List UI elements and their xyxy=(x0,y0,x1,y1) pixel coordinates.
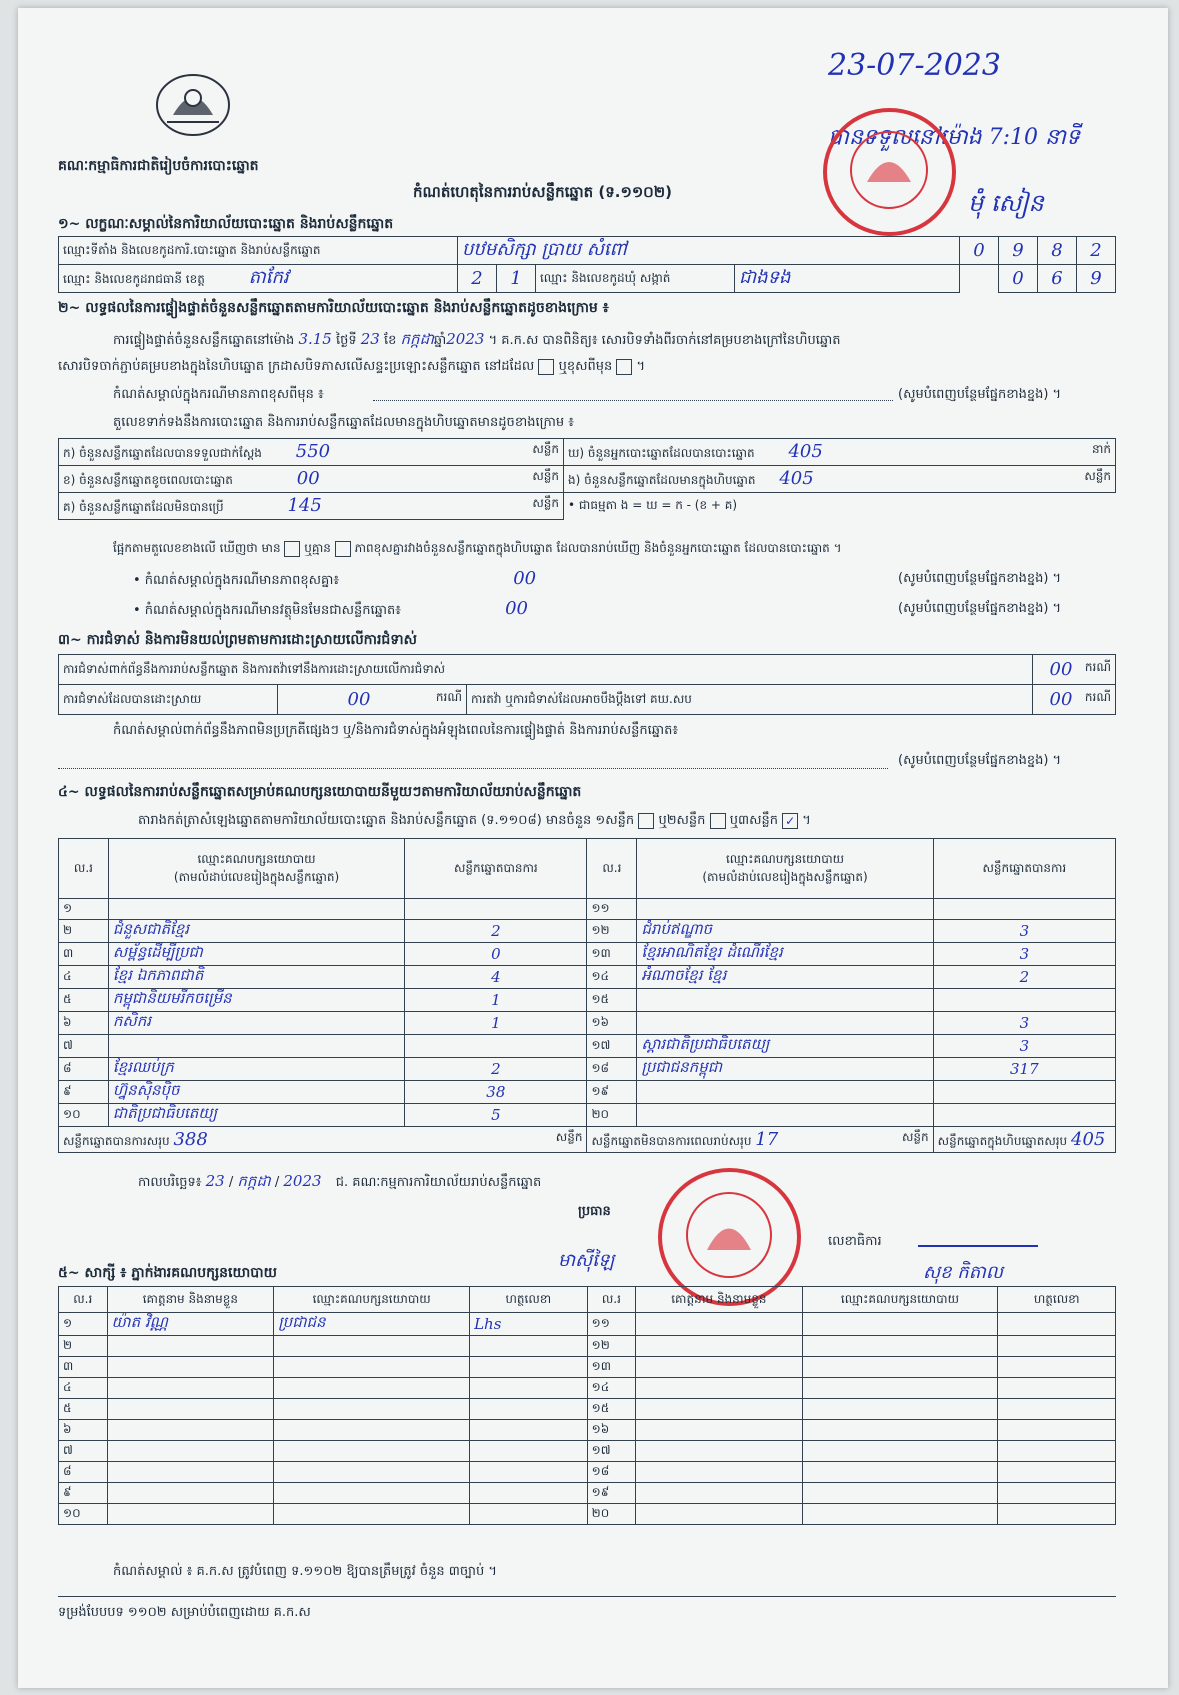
s3-note-line xyxy=(58,758,888,769)
s1-commune: ជាងទង xyxy=(739,267,791,288)
s2-time: 3.15 xyxy=(298,330,332,348)
r3-label: គ) ចំនួនសន្លឹកឆ្នោតដែលមិនបានប្រើ xyxy=(63,500,224,514)
s2-month: កក្កដា xyxy=(400,330,434,348)
s2-figures-table: ក) ចំនួនសន្លឹកឆ្នោតដែលបានទទួលជាក់ស្ដែង 550 សន្លឹក ឃ) ចំនួនអ្នកបោះឆ្នោតដែលបានបោះឆ្នោត 405 នាក់ ខ) ចំនួនសន្លឹកឆ្នោតខូចពេលបោះឆ្នោត 00 សន្លឹក ង) ចំនួនសន្លឹកឆ្នោតដែលមានក្នុងហិបឆ្នោត 405 សន្លឹក គ) ចំនួនសន្លឹកឆ្នោតដែលមិនបានប្រើ 145 សន្លឹក • ជាធម្មតា ង = ឃ = ក - (ខ + គ) xyxy=(58,438,1116,520)
party-votes: 3 xyxy=(933,943,1115,966)
s1-code-digit: 9 xyxy=(1012,240,1024,261)
r3-value: 145 xyxy=(287,495,322,516)
row-no: ១៦ xyxy=(587,1012,637,1035)
party-name xyxy=(108,1035,404,1058)
same-checkbox[interactable] xyxy=(538,359,554,375)
three-sheet-checkbox[interactable]: ✓ xyxy=(782,813,798,829)
witness-name: យ៉ាត វិណ្ណ xyxy=(107,1313,274,1336)
party-votes: 1 xyxy=(405,1012,587,1035)
total-box-label: សន្លឹកឆ្នោតក្នុងហិបឆ្នោតសរុប xyxy=(937,1133,1068,1148)
s1-province: តាកែវ xyxy=(248,267,289,288)
col-votes-left: សន្លឹកឆ្នោតបានការ xyxy=(405,839,587,899)
col-party-left: ឈ្មោះគណបក្សនយោបាយ (តាមលំដាប់លេខរៀងក្នុងសន្លឹកឆ្នោត) xyxy=(108,839,404,899)
s1-table xyxy=(58,236,1116,293)
s1-code-digit: 2 xyxy=(1090,240,1102,261)
party-name: កម្ពុជានិយមរីកចម្រើន xyxy=(108,989,404,1012)
s2-fill-hint-3: (សូមបំពេញបន្ថែមផ្នែកខាងខ្នង) ។ xyxy=(898,601,1062,616)
top-name: ម៉ុំ សៀន xyxy=(968,189,1044,217)
chair-label: ប្រធាន xyxy=(578,1204,611,1219)
party-name xyxy=(637,1012,933,1035)
col-party: ឈ្មោះគណបក្សនយោបាយ xyxy=(802,1287,998,1313)
s4-intro: តារាងកត់ត្រាសំឡេងឆ្នោតតាមការិយាល័យបោះឆ្នោត និងរាប់សន្លឹកឆ្នោត (ទ.១១០៨) មានចំនួន ១សន្លឹក ឬ២សន្លឹក ឬ៣សន្លឹក ✓ ។ xyxy=(138,813,811,828)
party-name: ជាតិប្រជាធិបតេយ្យ xyxy=(108,1104,404,1127)
different-checkbox[interactable] xyxy=(616,359,632,375)
s2-day: 23 xyxy=(360,330,380,348)
party-name: សម្ព័ន្ធដើម្បីប្រជា xyxy=(108,943,404,966)
s1-code-digit: 0 xyxy=(973,240,985,261)
s4-heading: ៤~ លទ្ធផលនៃការរាប់សន្លឹកឆ្នោតសម្រាប់គណបក្សនយោបាយនីមួយៗតាមការិយាល័យរាប់សន្លឹកឆ្នោត xyxy=(58,784,582,800)
row-no: ៦ xyxy=(59,1012,109,1035)
s3-row2-label2: ការតវ៉ា ឬការជំទាស់ដែលអាចបឹងប្ដឹងទៅ គឃ.សប xyxy=(467,685,1033,715)
s2-compare: ផ្អែកតាមតួលេខខាងលើ ឃើញថា មាន ឬគ្មាន ភាពខុសគ្នារវាងចំនួនសន្លឹកឆ្នោតក្នុងហិបឆ្នោត ដែលបានរាប់ឃើញ និងចំនួនអ្នកបោះឆ្នោត ដែលបានបោះឆ្នោត ។ xyxy=(113,541,842,555)
row-no: ៥ xyxy=(59,989,109,1012)
party-votes xyxy=(933,1012,1115,1035)
row-no: ២០ xyxy=(587,1104,637,1127)
party-votes: 2 xyxy=(405,920,587,943)
party-votes xyxy=(933,989,1115,1012)
total-valid: 388 xyxy=(173,1128,208,1150)
s3-row2-value: 00 xyxy=(347,689,371,710)
s2-fill-hint: (សូមបំពេញបន្ថែមផ្នែកខាងខ្នង) ។ xyxy=(898,387,1062,402)
s3-row2-label: ការជំទាស់ដែលបានដោះស្រាយ xyxy=(59,685,278,715)
form-sheet xyxy=(18,8,1168,1688)
col-sign: ហត្ថលេខា xyxy=(470,1287,588,1313)
col-sign: ហត្ថលេខា xyxy=(998,1287,1116,1313)
party-name: ហ្វ៊ុនស៊ិនប៉ិច xyxy=(108,1081,404,1104)
r2r-value: 405 xyxy=(779,468,814,489)
row-no: ៩ xyxy=(59,1081,109,1104)
row-no: ៤ xyxy=(59,966,109,989)
party-votes: 3 xyxy=(933,1035,1115,1058)
party-name: ខ្មែរអាណិតខ្មែរ ដំណើរខ្មែរ xyxy=(637,943,933,966)
top-note: បានទទួលនៅម៉ោង 7:10 នាទី xyxy=(828,125,1080,150)
r1r-value: 405 xyxy=(788,441,823,462)
witness-party: ប្រជាជន xyxy=(274,1313,470,1336)
s3-row2-value2: 00 xyxy=(1049,689,1073,710)
party-name xyxy=(637,989,933,1012)
s2-note-obj: • កំណត់សម្គាល់ក្នុងករណីមានវត្ថុមិនមែនជាសន្លឹកឆ្នោត៖ 00 xyxy=(133,598,528,619)
s1-row2-label: ឈ្មោះ និងលេខកូដរាជធានី ខេត្ត xyxy=(63,272,205,286)
s2-year: 2023 xyxy=(446,330,485,348)
row-no: ១ xyxy=(59,899,109,920)
bottom-divider xyxy=(58,1596,1116,1597)
party-name: ខ្មែរ ឯកភាពជាតិ xyxy=(108,966,404,989)
row-no: ១៨ xyxy=(587,1058,637,1081)
party-name: ជំរាប់ឥណ្ឌាច xyxy=(637,920,933,943)
party-votes: 0 xyxy=(405,943,587,966)
party-votes: 1 xyxy=(405,989,587,1012)
r1-value: 550 xyxy=(295,441,331,462)
s2-fill-hint-2: (សូមបំពេញបន្ថែមផ្នែកខាងខ្នង) ។ xyxy=(898,571,1062,586)
party-votes: 317 xyxy=(933,1058,1115,1081)
s2-heading: ២~ លទ្ធផលនៃការផ្ទៀងផ្ទាត់ចំនួនសន្លឹកឆ្នោតតាមការិយាល័យបោះឆ្នោត និងរាប់សន្លឹកឆ្នោតដូចខាងក្រោម ៖ xyxy=(58,300,609,316)
s2-note-label: កំណត់សម្គាល់ក្នុងករណីមានភាពខុសពីមុន ៖ xyxy=(113,387,324,402)
s2-line1: ការផ្ទៀងផ្ទាត់ចំនួនសន្លឹកឆ្នោតនៅម៉ោង 3.15 ថ្ងៃទី 23 ខែ កក្កដាឆ្នាំ2023 ។ គ.ក.ស បានពិនិត្យ៖ សោរបិទទាំងពីរចាក់នៅគម្របខាងក្រៅនៃហិបឆ្នោត xyxy=(113,330,841,348)
formula: ជាធម្មតា ង = ឃ = ក - (ខ + គ) xyxy=(578,498,738,513)
row-no: ៣ xyxy=(59,943,109,966)
s1-commune-digit: 6 xyxy=(1051,268,1063,289)
col-name: គោត្តនាម និងនាមខ្លួន xyxy=(107,1287,274,1313)
r2-label: ខ) ចំនួនសន្លឹកឆ្នោតខូចពេលបោះឆ្នោត xyxy=(63,473,233,487)
s2-note-diff: • កំណត់សម្គាល់ក្នុងករណីមានភាពខុសគ្នា៖ 00 xyxy=(133,568,537,589)
row-no: ៧ xyxy=(59,1035,109,1058)
party-votes: 3 xyxy=(933,920,1115,943)
s2-table-intro: តួលេខទាក់ទងនឹងការបោះឆ្នោត និងការរាប់សន្លឹកឆ្នោតដែលមានក្នុងហិបឆ្នោតមានដូចខាងក្រោម ៖ xyxy=(113,415,574,430)
total-valid-label: សន្លឹកឆ្នោតបានការសរុប xyxy=(63,1133,170,1148)
col-no: ល.រ xyxy=(59,1287,108,1313)
row-no: ១២ xyxy=(587,920,637,943)
party-name xyxy=(108,899,404,920)
s1-commune-digit: 9 xyxy=(1090,268,1102,289)
r2r-label: ង) ចំនួនសន្លឹកឆ្នោតដែលមានក្នុងហិបឆ្នោត xyxy=(568,473,756,487)
total-box: 405 xyxy=(1071,1128,1106,1150)
footnote: កំណត់សម្គាល់ ៖ គ.ក.ស ត្រូវបំពេញ ទ.១១០២ ឱ្យបានត្រឹមត្រូវ ចំនួន ៣ច្បាប់ ។ xyxy=(113,1564,497,1579)
has-diff-checkbox[interactable] xyxy=(284,541,300,557)
s3-table: ការជំទាស់ពាក់ព័ន្ធនឹងការរាប់សន្លឹកឆ្នោត និងការតវ៉ាទៅនឹងការដោះស្រាយលើការជំទាស់ 00 ករណី ការជំទាស់ដែលបានដោះស្រាយ 00 ករណី ការតវ៉ា ឬការជំទាស់ដែលអាចបឹងប្ដឹងទៅ គឃ.សប 00 ករណី xyxy=(58,654,1116,715)
s3-fill-hint: (សូមបំពេញបន្ថែមផ្នែកខាងខ្នង) ។ xyxy=(898,753,1062,768)
row-no: ២ xyxy=(59,920,109,943)
one-sheet-checkbox[interactable] xyxy=(638,813,654,829)
s3-heading: ៣~ ការជំទាស់ និងការមិនយល់ព្រមតាមការដោះស្រាយលើការជំទាស់ xyxy=(58,632,417,648)
col-name: គោត្តនាម និងនាមខ្លួន xyxy=(636,1287,802,1313)
s5-heading: ៥~ សាក្សី ៖ ភ្នាក់ងារគណបក្សនយោបាយ xyxy=(58,1265,277,1281)
s1-code-digit: 8 xyxy=(1051,240,1063,261)
s1-row2-label2: ឈ្មោះ និងលេខកូដឃុំ សង្កាត់ xyxy=(536,265,735,293)
bottom-note: ទម្រង់បែបបទ ១១០២ សម្រាប់បំពេញដោយ គ.ក.ស xyxy=(58,1605,311,1620)
party-name: ស្ដារជាតិប្រជាធិបតេយ្យ xyxy=(637,1035,933,1058)
r1r-label: ឃ) ចំនួនអ្នកបោះឆ្នោតដែលបានបោះឆ្នោត xyxy=(568,446,755,460)
row-no: ១១ xyxy=(587,899,637,920)
extra-vote-mark: 3 xyxy=(1019,1014,1030,1032)
secretary-name: សុខ កិតាល xyxy=(923,1262,1003,1283)
party-name xyxy=(637,899,933,920)
secretary-signature xyxy=(918,1243,1038,1247)
row-no: ១៤ xyxy=(587,966,637,989)
party-name: ខ្មែរឈប់ក្រ xyxy=(108,1058,404,1081)
s1-row1-label: ឈ្មោះទីតាំង និងលេខកូដការិ.បោះឆ្នោត និងរាប់សន្លឹកឆ្នោត xyxy=(59,237,458,265)
s1-province-digit: 1 xyxy=(510,268,522,289)
party-votes xyxy=(933,1104,1115,1127)
col-no-left: ល.រ xyxy=(59,839,109,899)
party-name: ជំនួសជាតិខ្មែរ xyxy=(108,920,404,943)
form-title: កំណត់ហេតុនៃការរាប់សន្លឹកឆ្នោត (ទ.១១០២) xyxy=(413,183,673,201)
party-name: ប្រជាជនកម្ពុជា xyxy=(637,1058,933,1081)
col-party: ឈ្មោះគណបក្សនយោបាយ xyxy=(274,1287,470,1313)
chair-name: មាស៊ីឡៃ xyxy=(558,1250,615,1271)
s4-results-table: ល.រ ឈ្មោះគណបក្សនយោបាយ (តាមលំដាប់លេខរៀងក្នុងសន្លឹកឆ្នោត) សន្លឹកឆ្នោតបានការ ល.រ ឈ្មោះគណបក្សនយោបាយ (តាមលំដាប់លេខរៀងក្នុងសន្លឹកឆ្នោត) សន្លឹកឆ្នោតបានការ ១ ១១ ២ ជំនួសជាតិខ្មែរ 2 ១២ ជំរាប់ឥណ្ឌាច 3 ៣ សម្ព័ន្ធដើម្បីប្រជា 0 ១៣ ខ្មែរអាណិតខ្មែរ ដំណើរខ្មែរ 3 ៤ ខ្មែរ ឯកភាពជាតិ 4 ១៤ អំណាចខ្មែរ ខ្មែរ 2 ៥ កម្ពុជានិយមរីកចម្រើន 1 ១៥ ៦ កសិករ 1 ១៦ 3 ៧ ១៧ ស្ដារជាតិប្រជាធិបតេយ្យ 3 ៨ ខ្មែរឈប់ក្រ 2 ១៨ ប្រជាជនកម្ពុជា 317 ៩ ហ្វ៊ុនស៊ិនប៉ិច 38 ១៩ ១០ ជាតិប្រជាធិបតេយ្យ 5 ២០ សន្លឹកឆ្នោតបានការសរុប 388 សន្លឹក សន្លឹកឆ្នោតមិនបានការពេលរាប់សរុប 17 សន្លឹក សន្លឹកឆ្នោតក្នុងហិបឆ្នោតសរុប 405 xyxy=(58,838,1116,1153)
party-votes xyxy=(933,1081,1115,1104)
s2-note-line xyxy=(373,386,893,401)
row-no: ១៥ xyxy=(587,989,637,1012)
party-votes xyxy=(933,899,1115,920)
party-votes: 4 xyxy=(405,966,587,989)
col-party-right: ឈ្មោះគណបក្សនយោបាយ (តាមលំដាប់លេខរៀងក្នុងសន្លឹកឆ្នោត) xyxy=(637,839,933,899)
party-name xyxy=(637,1104,933,1127)
s5-witness-table: ល.រ គោត្តនាម និងនាមខ្លួន ឈ្មោះគណបក្សនយោបាយ ហត្ថលេខា ល.រ គោត្តនាម និងនាមខ្លួន ឈ្មោះគណបក្សនយោបាយ ហត្ថលេខា ១ យ៉ាត វិណ្ណ ប្រជាជន Lhs ១១ ២ ១២ ៣ ១៣ ៤ ១៤ ៥ ១៥ ៦ ១៦ ៧ ១៧ ៨ ១៨ ៩ ១៩ ១០ ២០ xyxy=(58,1286,1116,1525)
total-invalid: 17 xyxy=(755,1128,779,1150)
party-name: អំណាចខ្មែរ ខ្មែរ xyxy=(637,966,933,989)
party-votes: 2 xyxy=(933,966,1115,989)
party-votes xyxy=(405,899,587,920)
r1-label: ក) ចំនួនសន្លឹកឆ្នោតដែលបានទទួលជាក់ស្ដែង xyxy=(63,446,262,460)
party-votes: 38 xyxy=(405,1081,587,1104)
r2-value: 00 xyxy=(296,468,320,489)
s1-commune-digit: 0 xyxy=(1012,268,1024,289)
party-votes xyxy=(405,1035,587,1058)
s2-line2: សោរបិទចាក់ភ្ជាប់គម្របខាងក្នុងនៃហិបឆ្នោត ក្រដាសបិទភាសលើសន្ទះប្រឡោះសន្លឹកឆ្នោត នៅដដែល ឬខុសពីមុន ។ xyxy=(58,359,646,374)
s1-province-digit: 2 xyxy=(471,268,483,289)
no-diff-checkbox[interactable] xyxy=(335,541,351,557)
top-stamp xyxy=(823,108,956,236)
s3-note: កំណត់សម្គាល់ពាក់ព័ន្ធនឹងភាពមិនប្រក្រតីផ្សេងៗ ឬ/និងការជំទាស់ក្នុងអំឡុងពេលនៃការផ្ទៀងផ្ទាត់ និងការរាប់សន្លឹកឆ្នោត៖ xyxy=(113,723,679,738)
row-no: ១០ xyxy=(59,1104,109,1127)
row-no: ៨ xyxy=(59,1058,109,1081)
witness-signature: Lhs xyxy=(470,1313,588,1336)
two-sheet-checkbox[interactable] xyxy=(710,813,726,829)
secretary-label: លេខាធិការ xyxy=(828,1234,882,1249)
total-invalid-label: សន្លឹកឆ្នោតមិនបានការពេលរាប់សរុប xyxy=(591,1133,752,1148)
org-name: គណៈកម្មាធិការជាតិរៀបចំការបោះឆ្នោត xyxy=(58,158,259,174)
party-votes: 2 xyxy=(405,1058,587,1081)
s1-heading: ១~ លក្ខណៈសម្គាល់នៃការិយាល័យបោះឆ្នោត និងរាប់សន្លឹកឆ្នោត xyxy=(58,216,394,232)
party-name xyxy=(637,1081,933,1104)
s1-location: បឋមសិក្សា ប្រាយ សំពៅ xyxy=(462,239,627,260)
col-no: ល.រ xyxy=(587,1287,636,1313)
party-name: កសិករ xyxy=(108,1012,404,1035)
s3-row1-label: ការជំទាស់ពាក់ព័ន្ធនឹងការរាប់សន្លឹកឆ្នោត និងការតវ៉ាទៅនឹងការដោះស្រាយលើការជំទាស់ xyxy=(59,655,1033,685)
s4-date-line: កាលបរិច្ឆេទ៖ 23 / កក្កដា / 2023 ជ. គណៈកម្មការការិយាល័យរាប់សន្លឹកឆ្នោត xyxy=(138,1172,542,1190)
row-no: ១៧ xyxy=(587,1035,637,1058)
top-date: 23-07-2023 xyxy=(828,48,1001,83)
col-no-right: ល.រ xyxy=(587,839,637,899)
col-votes-right: សន្លឹកឆ្នោតបានការ xyxy=(933,839,1115,899)
row-no: ១៩ xyxy=(587,1081,637,1104)
row-no: ១៣ xyxy=(587,943,637,966)
s3-row1-value: 00 xyxy=(1049,659,1073,680)
party-votes: 5 xyxy=(405,1104,587,1127)
nec-emblem-icon xyxy=(153,70,233,140)
